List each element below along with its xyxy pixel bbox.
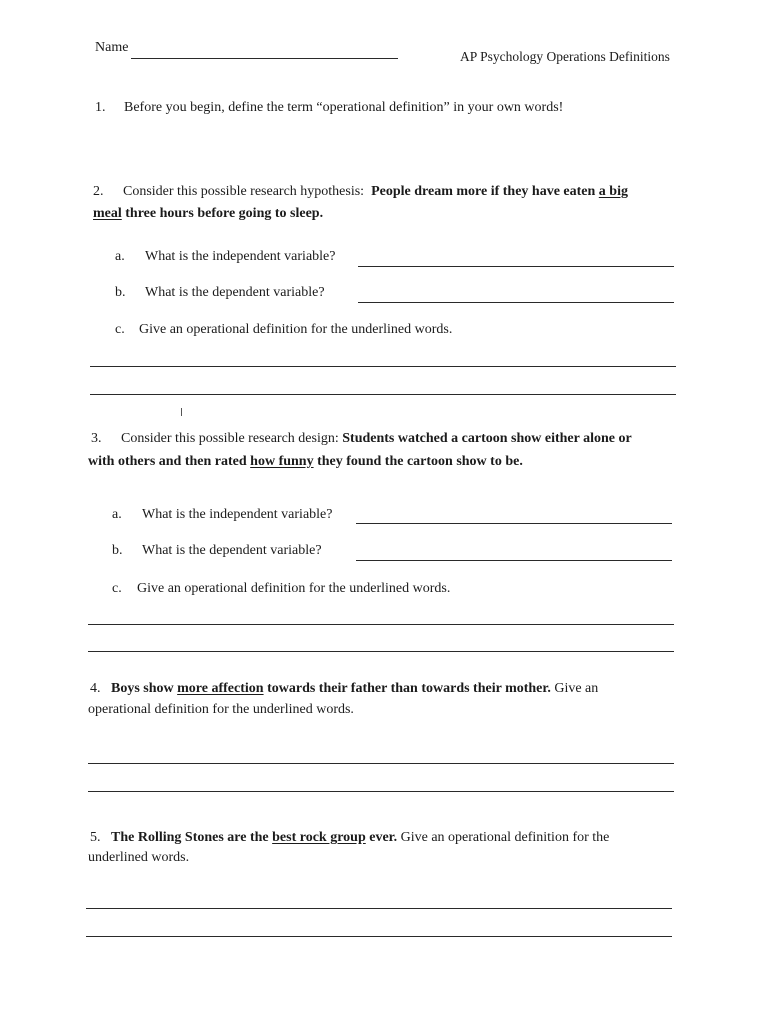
q4-statement: [111, 681, 551, 696]
q2c-text: Give an operational definition for the underlined words.: [139, 322, 453, 337]
q3c-answer-line-1[interactable]: [88, 624, 674, 625]
q3c-letter: c.: [112, 581, 122, 596]
q2-hyp-post: three hours before going to sleep.: [125, 206, 324, 221]
q2a-letter: a.: [115, 249, 125, 264]
q5-answer-line-2[interactable]: [86, 936, 672, 937]
q4-pre: Boys show: [111, 681, 174, 696]
name-label: Name: [95, 40, 129, 55]
q3c-text: Give an operational definition for the underlined words.: [137, 581, 451, 596]
worksheet-title: AP Psychology Operations Definitions: [460, 49, 670, 64]
q4-answer-line-1[interactable]: [88, 763, 674, 764]
q1-text: Before you begin, define the term “operational definition” in your own words!: [124, 100, 564, 115]
q5-number: 5.: [90, 830, 101, 845]
q2-text: [123, 184, 628, 200]
q3-intro: Consider this possible research design:: [121, 431, 339, 446]
q2b-answer-line[interactable]: [358, 302, 674, 303]
q4-underlined: more affection: [177, 681, 264, 696]
q5-statement: [111, 830, 397, 845]
q3-design-line2: [88, 454, 523, 470]
q3c-answer-line-2[interactable]: [88, 651, 674, 652]
q4-line2: operational definition for the underlined words.: [88, 702, 354, 717]
q2-hyp-underlined-2: meal: [93, 206, 122, 221]
q2c-answer-line-1[interactable]: [90, 366, 676, 367]
q3-des-pre: with others and then rated: [88, 454, 247, 469]
q3-text: [121, 431, 632, 447]
q3a-answer-line[interactable]: [356, 523, 672, 524]
q2c-answer-line-2[interactable]: [90, 394, 676, 395]
q3b-letter: b.: [112, 543, 123, 558]
q4-number: 4.: [90, 681, 101, 696]
q2a-text: What is the independent variable?: [145, 249, 336, 264]
q2c-letter: c.: [115, 322, 125, 337]
q1-number: 1.: [95, 100, 106, 115]
q3-number: 3.: [91, 431, 102, 446]
q2b-text: What is the dependent variable?: [145, 285, 325, 300]
q3-des-post: they found the cartoon show to be.: [317, 454, 523, 469]
q2-hyp-pre: People dream more if they have eaten: [371, 184, 596, 199]
scan-mark: [181, 408, 182, 416]
q3b-text: What is the dependent variable?: [142, 543, 322, 558]
q2-number: 2.: [93, 184, 104, 199]
q4-line1: [90, 681, 598, 697]
q3a-letter: a.: [112, 507, 122, 522]
q5-post: ever.: [369, 830, 398, 845]
q5-line2: underlined words.: [88, 850, 190, 865]
q2-intro: Consider this possible research hypothesis:: [123, 184, 365, 199]
q3a-text: What is the independent variable?: [142, 507, 333, 522]
q5-answer-line-1[interactable]: [86, 908, 672, 909]
q2-hypothesis-line2: [93, 206, 323, 222]
q3-des-underlined: how funny: [250, 454, 314, 469]
q2a-answer-line[interactable]: [358, 266, 674, 267]
q5-pre: The Rolling Stones are the: [111, 830, 269, 845]
q4-post: towards their father than towards their mother.: [267, 681, 551, 696]
q5-underlined: best rock group: [272, 830, 366, 845]
q3b-answer-line[interactable]: [356, 560, 672, 561]
q2b-letter: b.: [115, 285, 126, 300]
name-blank-line: [131, 58, 398, 59]
q2-hyp-underlined-1: a big: [598, 184, 628, 199]
q5-tail: Give an operational definition for the: [400, 830, 610, 845]
q4-answer-line-2[interactable]: [88, 791, 674, 792]
q2-hypothesis: [371, 184, 628, 199]
q4-tail: Give an: [554, 681, 599, 696]
q3-design-line1: Students watched a cartoon show either alone or: [342, 431, 632, 446]
q5-line1: [90, 830, 609, 846]
